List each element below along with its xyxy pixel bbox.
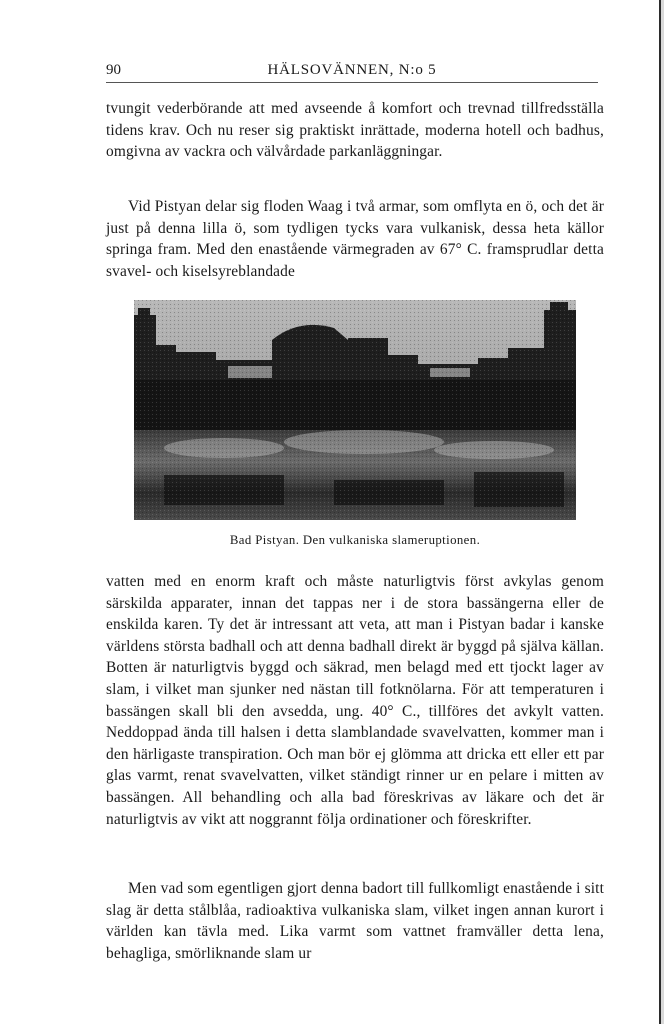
figure-caption: Bad Pistyan. Den vulkaniska slameruptionen. <box>229 533 481 547</box>
paragraph-1: tvungit vederbörande att med avseende å komfort och trevnad tillfredsställa tidens krav. Och nu reser sig praktiskt inrättade, moderna hotell och badhus, omgivna av vackra och välvårdade parkanläggningar. <box>106 100 604 161</box>
paragraph-4: Men vad som egentligen gjort denna badort till fullkomligt enastående i sitt slag är detta stålblåa, radioaktiva vulkaniska slam, vilket ingen annan kurort i världen kan tävla med. Lika varmt som vattnet framväller detta lena, behagliga, smörliknande slam ur <box>106 880 605 962</box>
page-header <box>106 62 598 84</box>
running-title: HÄLSOVÄNNEN, N:o 5 <box>267 62 437 78</box>
page-number: 90 <box>106 62 121 78</box>
page-edge <box>659 0 661 1024</box>
paragraph-3: vatten med en enorm kraft och måste naturligtvis först avkylas genom särskilda apparater, innan det tappas ner i de stora bassängerna eller de enskilda karen. Ty det är intressant att veta, att man i Pistyan badar i kanske världens största badhall och att denna badhall direkt är byggd på själva källan. Botten är naturligtvis byggd och säkrad, men belagd med ett tjockt lager av slam, i vilket man sjunker ned nästan till fotknölarna. För att temperaturen i bassängen skall bli den avsedda, ung. 40° C., tillföres det avkylt vatten. Neddoppad ända till halsen i detta slamblandade svavelvatten, kommer man i den härligaste transpiration. Och man bör ej glömma att dricka ett eller ett par glas varmt, renat svavelvatten, vilket ständigt rinner ur en pelare i mitten av bassängen. All behandling och alla bad föreskrivas av läkare och det är naturligtvis av vikt att noggrannt följa ordinationer och föreskrifter. <box>106 573 604 828</box>
paragraph-2: Vid Pistyan delar sig floden Waag i två armar, som omflyta en ö, och det är just på denna lilla ö, som tydligen tycks vara vulkanisk, dessa heta källor springa fram. Med den enastående värmegraden av 67° C. framsprudlar detta svavel- och kiselsyreblandade <box>106 198 604 280</box>
photo-grain <box>134 300 576 520</box>
photo-bad-pistyan <box>134 300 576 520</box>
header-rule <box>106 82 598 83</box>
